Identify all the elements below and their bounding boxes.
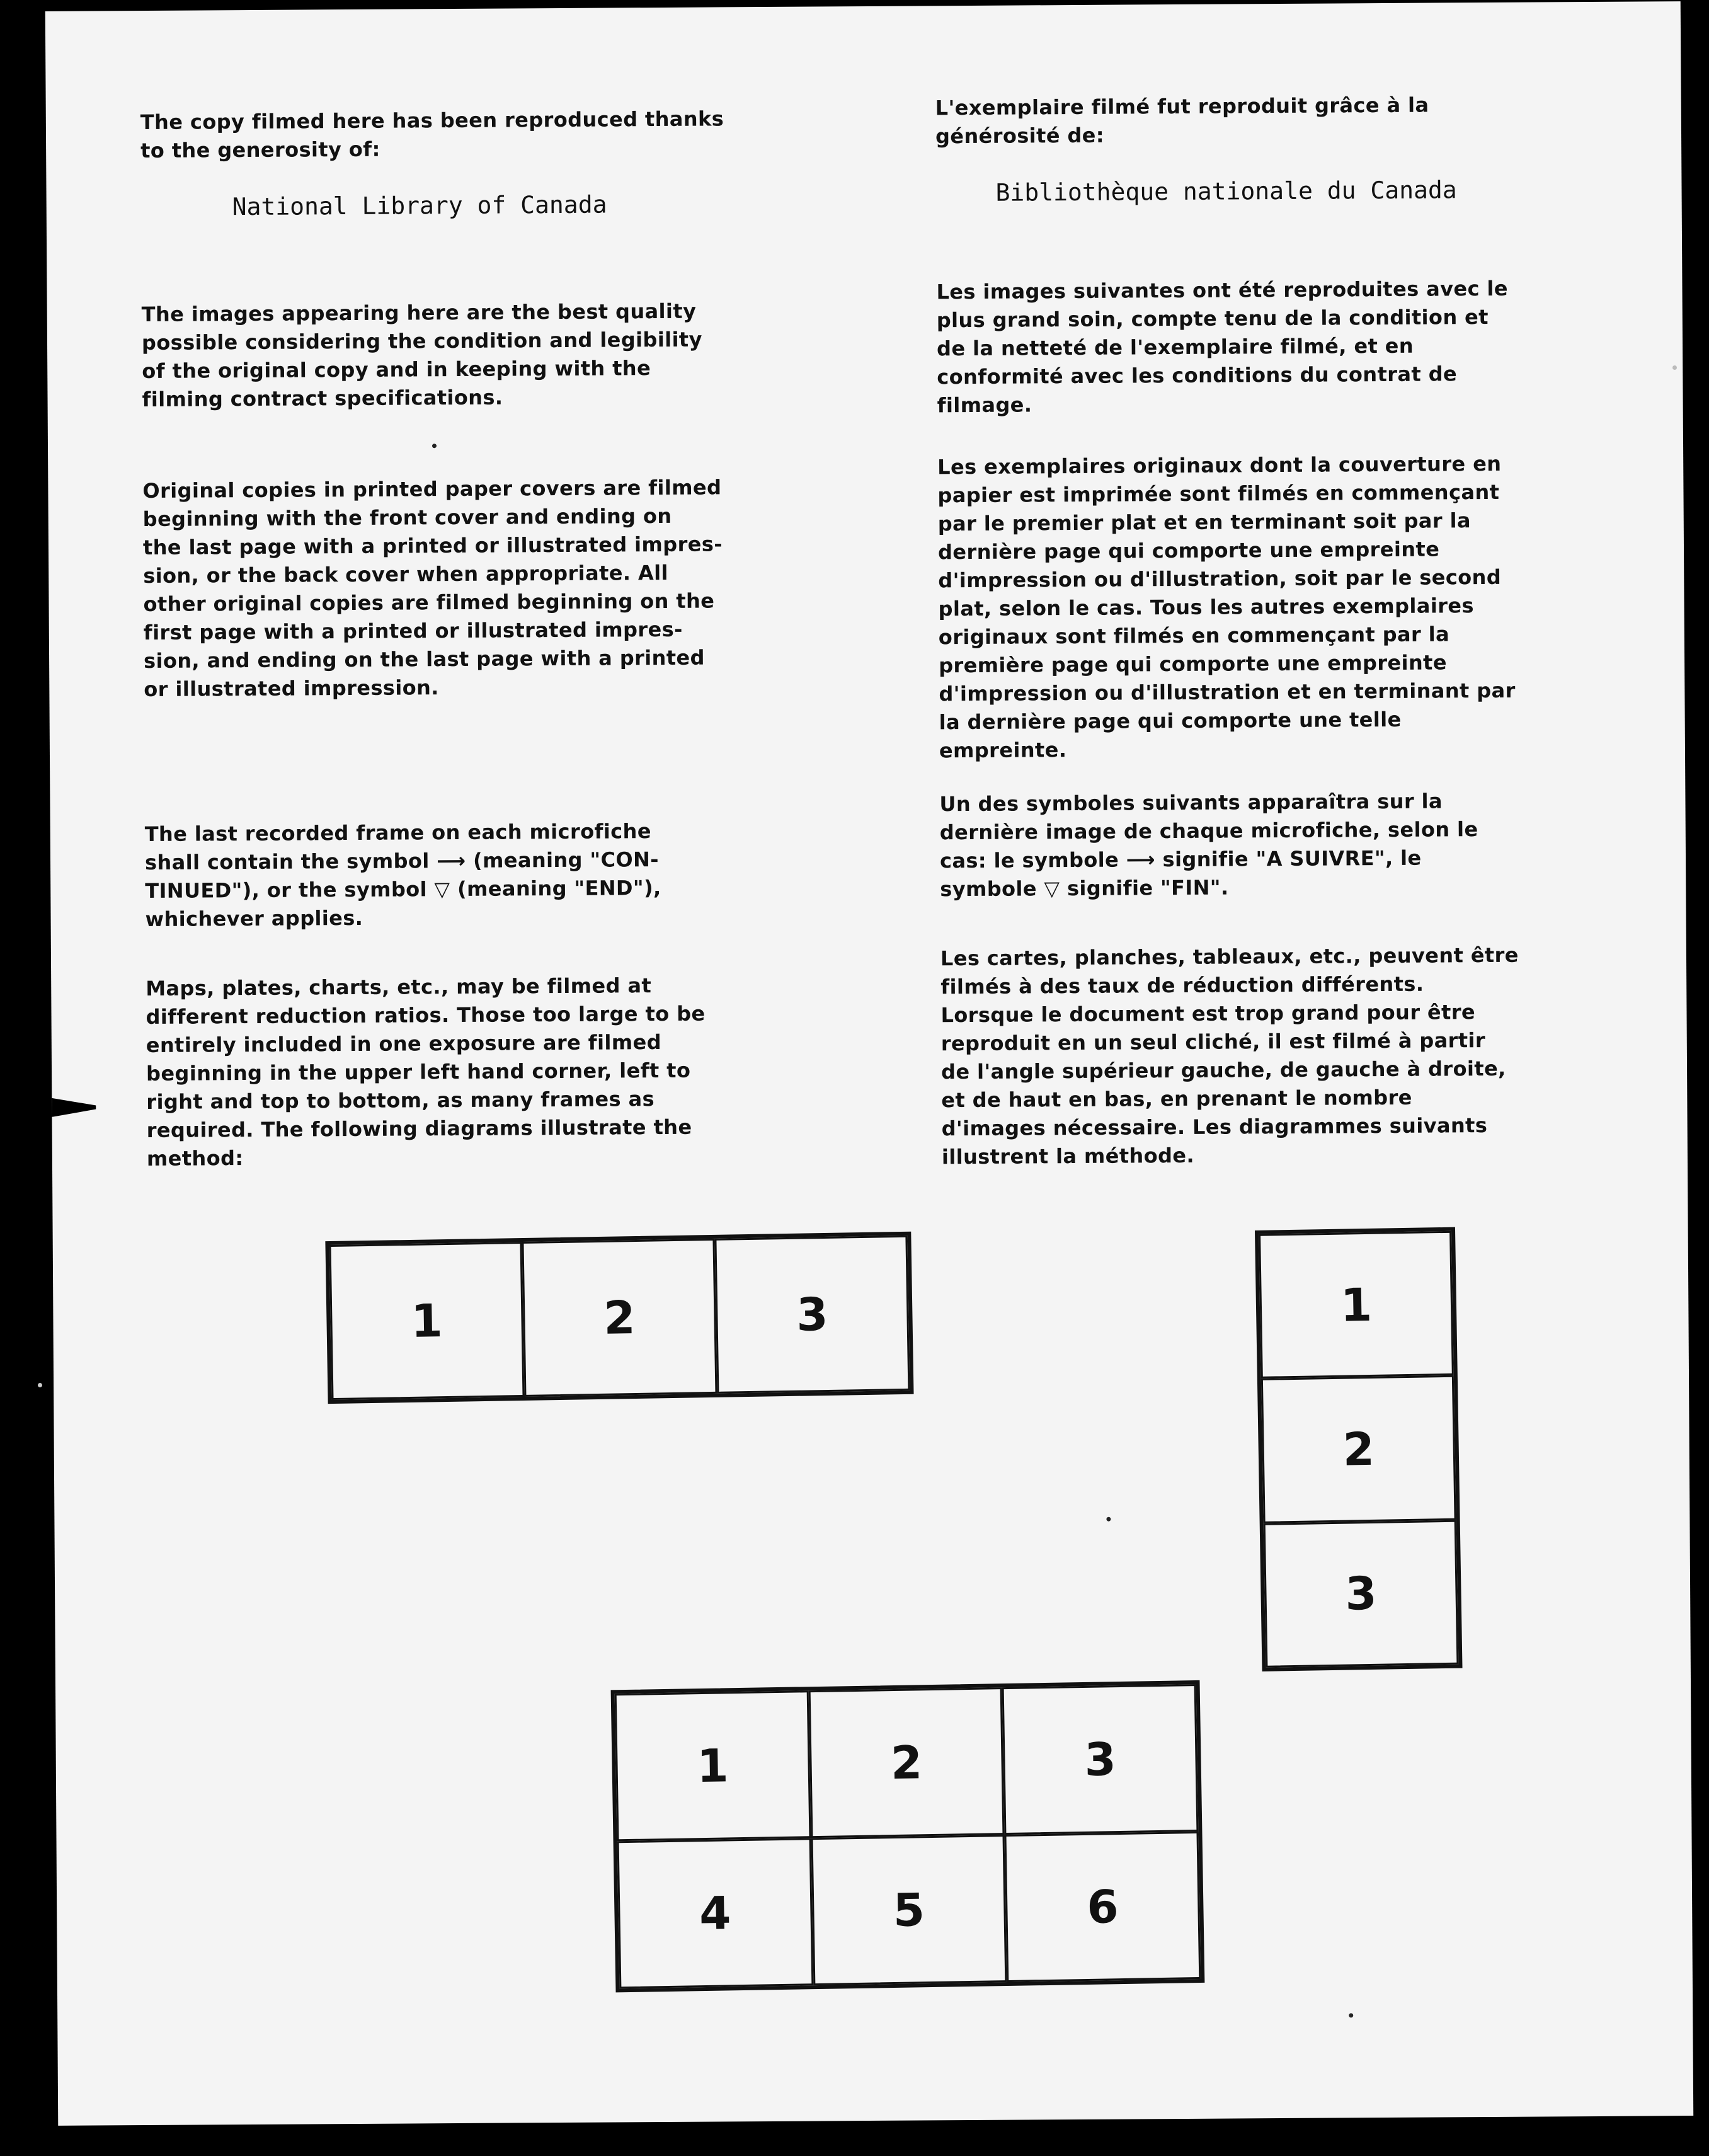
- english-symbols-paragraph: The last recorded frame on each microfiche shall contain the symbol ⟶ (meaning "CON- TINUED"), or the symbol ▽ (meaning "END"), whichever applies.: [144, 819, 661, 932]
- french-symbols-paragraph: Un des symboles suivants apparaîtra sur la dernière image de chaque microfiche, selon le cas: le symbole ⟶ signifie "A SUIVRE", le symbole ▽ signifie "FIN".: [939, 789, 1478, 902]
- french-maps-paragraph: Les cartes, planches, tableaux, etc., peuvent être filmés à des taux de réduction différents. Lorsque le document est trop grand pour être reproduit en un seul cliché, il est filmé à partir de l'angle supérieur gauche, de gauche à droite, et de haut en bas, en prenant le nombre d'images nécessaire. Les diagrammes suivants illustrent la méthode.: [940, 943, 1519, 1169]
- frame-cell: 1: [1259, 1231, 1454, 1379]
- frame-cell: 2: [522, 1239, 717, 1397]
- english-credit-text: The copy filmed here has been reproduced thanks to the generosity of:: [140, 106, 724, 163]
- english-originals-paragraph: Original copies in printed paper covers are filmed beginning with the front cover and ending on the last page with a printed or illustrated impres- sion, or the back cover when appropriate. All other original copies are filmed beginning on the first page with a printed or illustrated impres- sion, and ending on the last page with a printed or illustrated impression.: [142, 475, 723, 702]
- frame-cell: 2: [808, 1687, 1005, 1838]
- dust-speck: [432, 444, 437, 448]
- french-credit-text: L'exemplaire filmé fut reproduit grâce à la générosité de:: [935, 93, 1429, 149]
- frame-cell: 6: [1005, 1832, 1201, 1982]
- horizontal-frames-diagram: [325, 1232, 913, 1404]
- french-column: [935, 89, 1660, 1169]
- page-tear: [52, 1098, 96, 1117]
- frame-cell: 3: [1264, 1520, 1459, 1667]
- frame-cell: 3: [1002, 1684, 1198, 1835]
- frame-cell: 2: [1261, 1375, 1456, 1523]
- frame-cell: 4: [617, 1838, 813, 1988]
- vertical-frames-diagram: [1255, 1227, 1463, 1671]
- filmed-page: [45, 1, 1693, 2126]
- frame-cell: 1: [329, 1242, 524, 1400]
- english-library-name: National Library of Canada: [232, 190, 607, 221]
- english-maps-paragraph: Maps, plates, charts, etc., may be filmed at different reduction ratios. Those too large to be entirely included in one exposure are filmed beginning in the upper left hand corner, left to right and top to bottom, as many frames as required. The following diagrams illustrate the method:: [146, 973, 706, 1171]
- frame-cell: 1: [615, 1690, 811, 1841]
- dust-speck: [1349, 2013, 1353, 2017]
- french-quality-paragraph: Les images suivantes ont été reproduites avec le plus grand soin, compte tenu de la condition et de la netteté de l'exemplaire filmé, et en conformité avec les conditions du contrat de filmage.: [936, 276, 1509, 418]
- frame-cell: 5: [811, 1835, 1007, 1985]
- dust-speck: [1672, 365, 1677, 370]
- dust-speck: [38, 1383, 42, 1387]
- grid-frames-diagram: [611, 1680, 1205, 1992]
- french-originals-paragraph: Les exemplaires originaux dont la couverture en papier est imprimée sont filmés en commençant par le premier plat et en terminant soit par la dernière page qui comporte une empreinte d'impression ou d'illustration, soit par le second plat, selon le cas. Tous les autres exemplaires originaux sont filmés en commençant par la première page qui comporte une empreinte d'impression ou d'illustration et en terminant par la dernière page qui comporte une telle empreinte.: [937, 451, 1516, 763]
- dust-speck: [1106, 1517, 1111, 1522]
- french-library-name: Bibliothèque nationale du Canada: [995, 176, 1457, 207]
- english-column: [140, 104, 865, 1171]
- english-quality-paragraph: The images appearing here are the best quality possible considering the condition and legibility of the original copy and in keeping with the filming contract specifications.: [141, 299, 702, 412]
- frame-cell: 3: [714, 1236, 910, 1394]
